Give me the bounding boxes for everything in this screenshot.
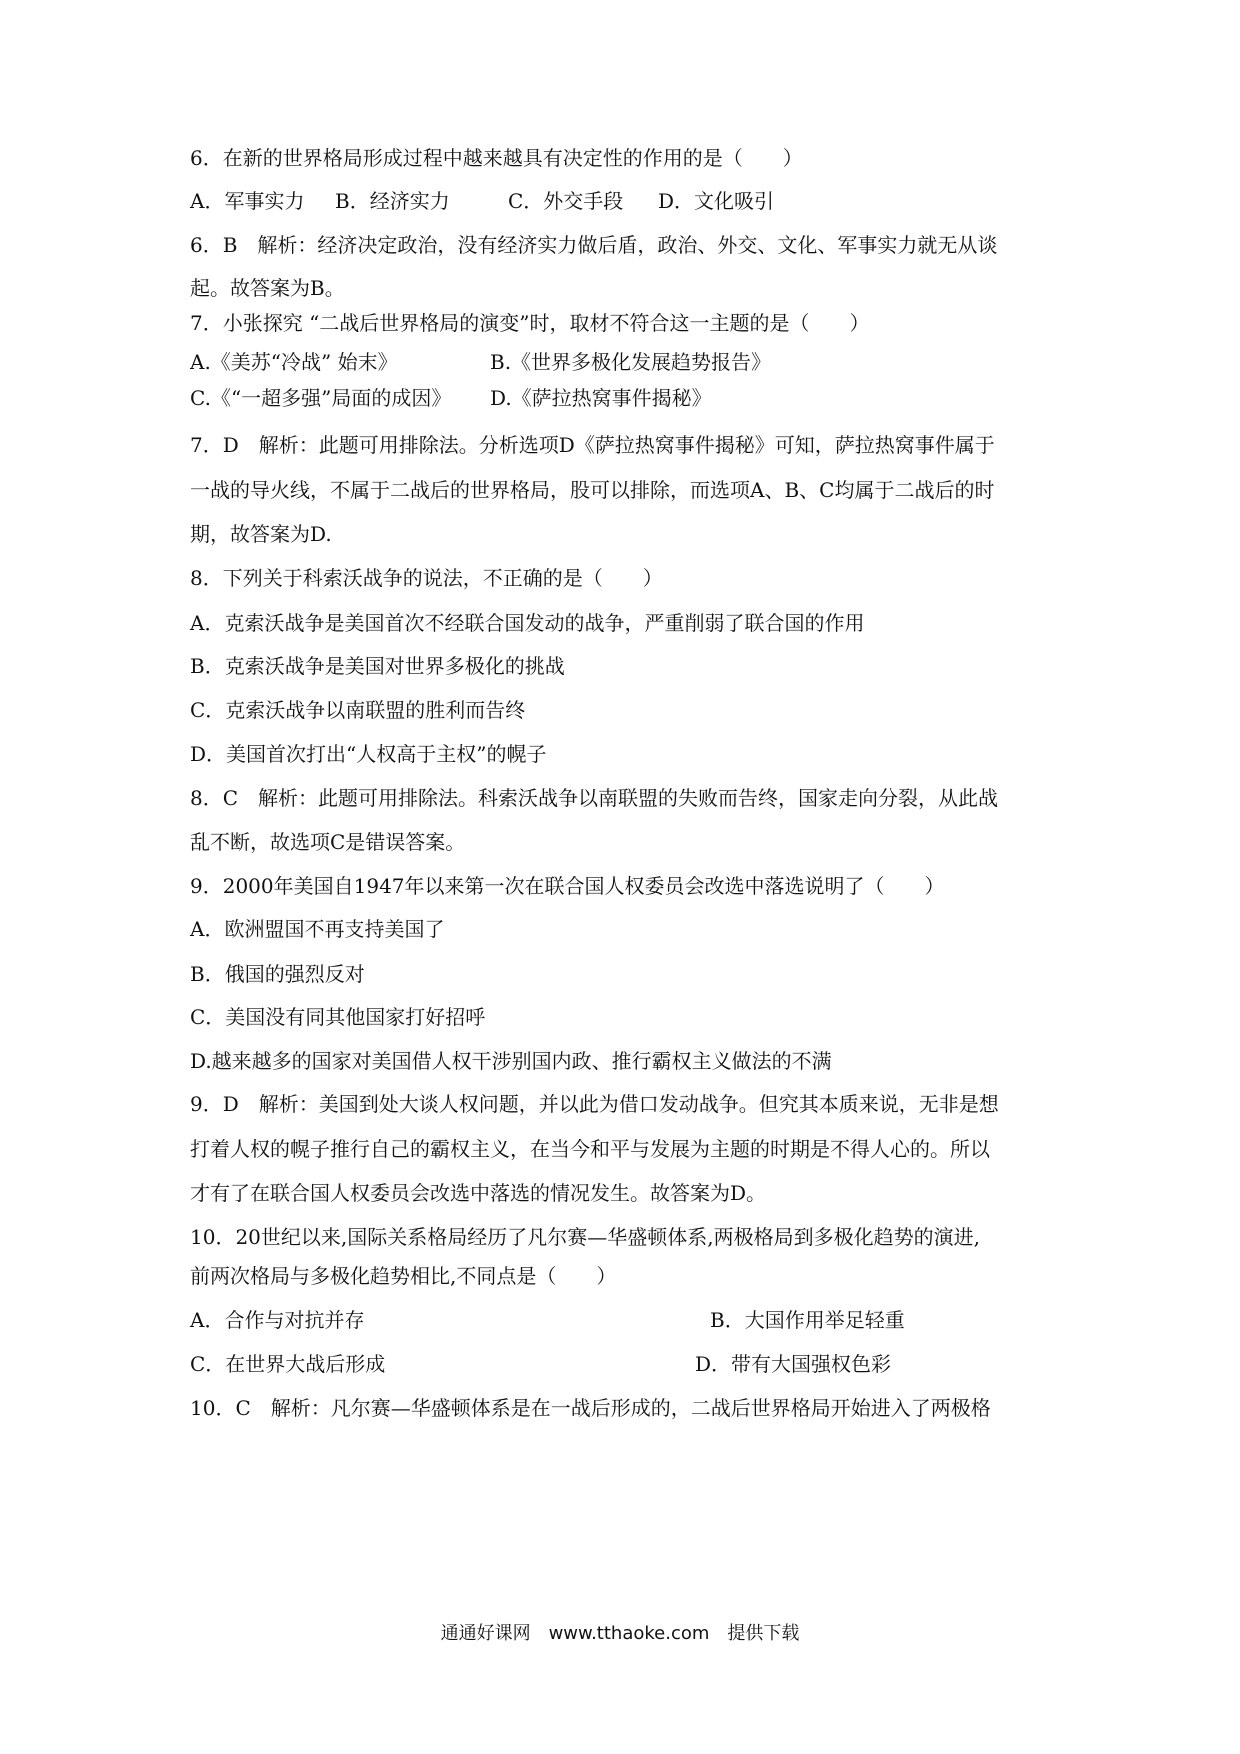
question-7-answer-line: 期，故答案为D. xyxy=(190,522,332,546)
question-7-stem: 7．小张探究 “二战后世界格局的演变”时，取材不符合这一主题的是（ ） xyxy=(190,311,870,335)
question-7-option-b: B.《世界多极化发展趋势报告》 xyxy=(490,350,772,374)
question-10-answer-line: 10．C 解析：凡尔赛—华盛顿体系是在一战后形成的，二战后世界格局开始进入了两极格 xyxy=(190,1396,991,1420)
question-6-option-c: C．外交手段 xyxy=(508,189,624,213)
question-6-option-d: D．文化吸引 xyxy=(658,189,775,213)
question-9-answer-line: 才有了在联合国人权委员会改选中落选的情况发生。故答案为D。 xyxy=(190,1181,767,1205)
question-9-option-a: A．欧洲盟国不再支持美国了 xyxy=(190,917,445,941)
question-9-option-d: D.越来越多的国家对美国借人权干涉别国内政、推行霸权主义做法的不满 xyxy=(190,1049,832,1073)
question-7-answer-line: 7．D 解析：此题可用排除法。分析选项D《萨拉热窝事件揭秘》可知，萨拉热窝事件属于 xyxy=(190,433,995,457)
question-7-answer-line: 一战的导火线，不属于二战后的世界格局，股可以排除，而选项A、B、C均属于二战后的时 xyxy=(190,478,995,502)
question-7-option-a: A.《美苏“冷战” 始末》 xyxy=(190,350,398,374)
question-6-stem: 6．在新的世界格局形成过程中越来越具有决定性的作用的是（ ） xyxy=(190,146,803,170)
question-8-option-c: C．克索沃战争以南联盟的胜利而告终 xyxy=(190,698,526,722)
question-9-option-b: B．俄国的强烈反对 xyxy=(190,962,365,986)
question-7-option-d: D.《萨拉热窝事件揭秘》 xyxy=(490,386,712,410)
question-9-answer-line: 打着人权的幌子推行自己的霸权主义，在当今和平与发展为主题的时期是不得人心的。所以 xyxy=(190,1137,990,1161)
question-9-option-c: C．美国没有同其他国家打好招呼 xyxy=(190,1005,486,1029)
question-10-option-a: A．合作与对抗并存 xyxy=(190,1308,365,1332)
question-8-option-b: B．克索沃战争是美国对世界多极化的挑战 xyxy=(190,654,565,678)
question-10-option-d: D．带有大国强权色彩 xyxy=(695,1352,892,1376)
question-10-option-b: B．大国作用举足轻重 xyxy=(710,1308,905,1332)
question-10-stem-line: 10．20世纪以来,国际关系格局经历了凡尔赛—华盛顿体系,两极格局到多极化趋势的演进, xyxy=(190,1225,980,1249)
question-6-answer-line: 6．B 解析：经济决定政治，没有经济实力做后盾，政治、外交、文化、军事实力就无从谈 xyxy=(190,233,998,257)
question-10-option-c: C．在世界大战后形成 xyxy=(190,1352,386,1376)
question-10-stem-line: 前两次格局与多极化趋势相比,不同点是（ ） xyxy=(190,1264,617,1288)
question-9-stem: 9．2000年美国自1947年以来第一次在联合国人权委员会改选中落选说明了（ ） xyxy=(190,874,945,898)
question-7-option-c: C.《“一超多强”局面的成因》 xyxy=(190,386,452,410)
question-6-option-b: B．经济实力 xyxy=(335,189,450,213)
question-8-answer-line: 乱不断，故选项C是错误答案。 xyxy=(190,830,466,854)
question-8-option-a: A．克索沃战争是美国首次不经联合国发动的战争，严重削弱了联合国的作用 xyxy=(190,611,865,635)
question-8-answer-line: 8．C 解析：此题可用排除法。科索沃战争以南联盟的失败而告终，国家走向分裂，从此战 xyxy=(190,786,999,810)
question-6-option-a: A．军事实力 xyxy=(190,189,305,213)
question-8-option-d: D．美国首次打出“人权高于主权”的幌子 xyxy=(190,742,547,766)
question-9-answer-line: 9．D 解析：美国到处大谈人权问题，并以此为借口发动战争。但究其本质来说，无非是想 xyxy=(190,1092,999,1116)
page-footer: 通通好课网 www.tthaoke.com 提供下载 xyxy=(440,1623,800,1644)
question-6-answer-line: 起。故答案为B。 xyxy=(190,276,345,300)
question-8-stem: 8．下列关于科索沃战争的说法，不正确的是（ ） xyxy=(190,566,663,590)
